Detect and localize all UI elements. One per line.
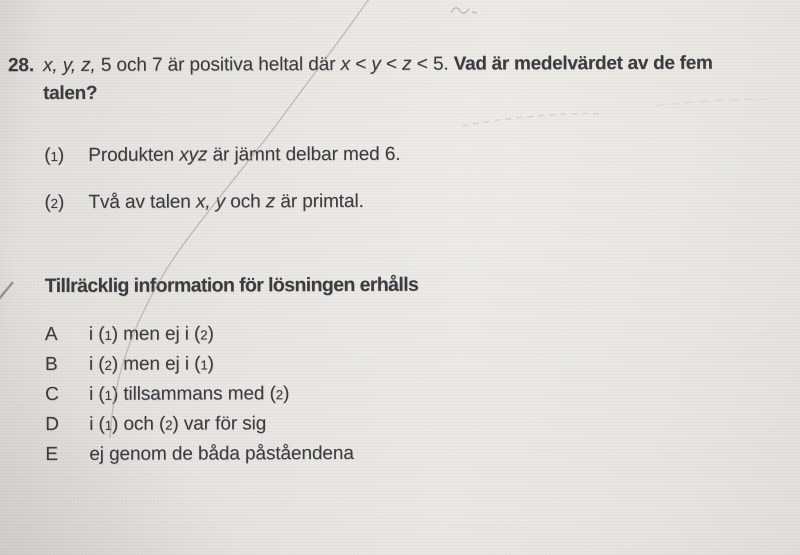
statement-1-marker: (1) xyxy=(44,144,65,167)
statements-list xyxy=(44,143,400,216)
question-text: x, y, z, 5 och 7 är positiva heltal där x < y < z < 5. Vad är medelvärdet av de fem talen? xyxy=(42,52,713,105)
answer-option-b xyxy=(45,349,354,380)
option-d-letter: D xyxy=(45,414,59,436)
answer-options-list xyxy=(45,319,354,469)
option-e-letter: E xyxy=(45,444,58,466)
option-b-text: i (2) men ej i (1) xyxy=(88,353,214,375)
instruction-heading: Tillräcklig information för lösningen erhålls xyxy=(44,273,419,298)
question-number: 28. xyxy=(7,55,35,77)
option-a-text: i (1) men ej i (2) xyxy=(88,323,214,345)
answer-option-e xyxy=(45,439,354,469)
option-b-letter: B xyxy=(44,354,58,376)
statement-row-2 xyxy=(44,190,400,216)
answer-option-d xyxy=(45,409,354,440)
option-c-text: i (1) tillsammans med (2) xyxy=(89,383,290,405)
statement-row-1 xyxy=(44,143,400,169)
option-c-letter: C xyxy=(45,384,59,406)
statement-2-text: Två av talen x, y och z är primtal. xyxy=(88,190,364,213)
answer-option-a xyxy=(45,319,354,350)
option-d-text: i (1) och (2) var för sig xyxy=(89,413,267,435)
question-header xyxy=(8,50,713,108)
option-e-text: ej genom de båda påståendena xyxy=(89,442,354,465)
option-a-letter: A xyxy=(44,324,58,346)
statement-2-marker: (2) xyxy=(44,191,65,214)
answer-option-c xyxy=(45,379,354,410)
statement-1-text: Produkten xyz är jämnt delbar med 6. xyxy=(88,143,401,166)
